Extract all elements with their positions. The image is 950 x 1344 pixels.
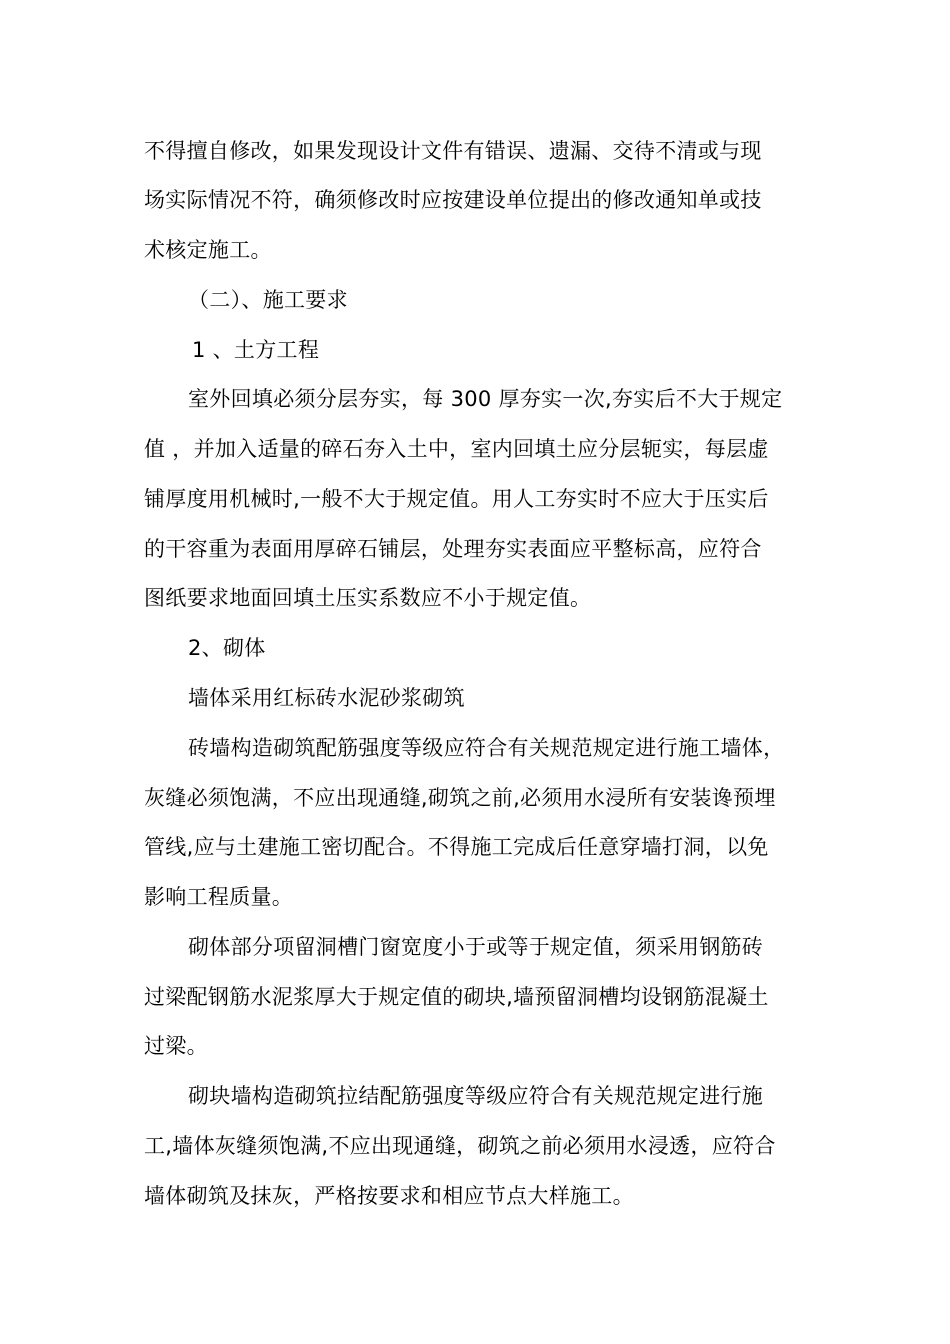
text-line: 术核定施工。 [144, 238, 272, 262]
text-line: 室外回填必须分层夯实，每 300 厚夯实一次,夯实后不大于规定 [188, 387, 783, 411]
text-line: 图纸要求地面回填土压实系数应不小于规定值。 [144, 586, 592, 610]
text-line: 灰缝必须饱满，不应出现通缝,砌筑之前,必须用水浸所有安装谗预埋 [144, 786, 776, 810]
text-line: 砌体部分项留洞槽门窗宽度小于或等于规定值，须采用钢筋砖 [188, 935, 764, 959]
subsection-heading: 1 、土方工程 [192, 338, 320, 362]
text-line: 砌块墙构造砌筑拉结配筋强度等级应符合有关规范规定进行施 [188, 1084, 764, 1108]
text-line: 值 ，并加入适量的碎石夯入土中，室内回填土应分层轭实，每层虚 [144, 437, 769, 461]
text-line: 管线,应与土建施工密切配合。不得施工完成后任意穿墙打洞，以免 [144, 835, 769, 859]
text-line: 的干容重为表面用厚碎石铺层，处理夯实表面应平整标高，应符合 [144, 537, 762, 561]
section-heading: （二）、施工要求 [188, 288, 348, 312]
subsection-heading: 2、砌体 [188, 636, 266, 660]
text-line: 墙体砌筑及抹灰，严格按要求和相应节点大样施工。 [144, 1184, 634, 1208]
text-line: 场实际情况不符，确须修改时应按建设单位提出的修改通知单或技 [144, 188, 762, 212]
text-line: 砖墙构造砌筑配筋强度等级应符合有关规范规定进行施工墙体， [188, 736, 785, 760]
text-line: 影响工程质量。 [144, 885, 294, 909]
text-line: 过梁。 [144, 1034, 208, 1058]
text-line: 过梁配钢筋水泥浆厚大于规定值的砌块,墙预留洞槽均设钢筋混凝土 [144, 985, 769, 1009]
text-line: 铺厚度用机械时,一般不大于规定值。用人工夯实时不应大于压实后 [144, 487, 769, 511]
text-line: 不得擅自修改，如果发现设计文件有错误、遗漏、交待不清或与现 [144, 139, 762, 163]
text-line: 工,墙体灰缝须饱满,不应出现通缝，砌筑之前必须用水浸透，应符合 [144, 1134, 776, 1158]
text-line: 墙体采用红标砖水泥砂浆砌筑 [188, 686, 465, 710]
